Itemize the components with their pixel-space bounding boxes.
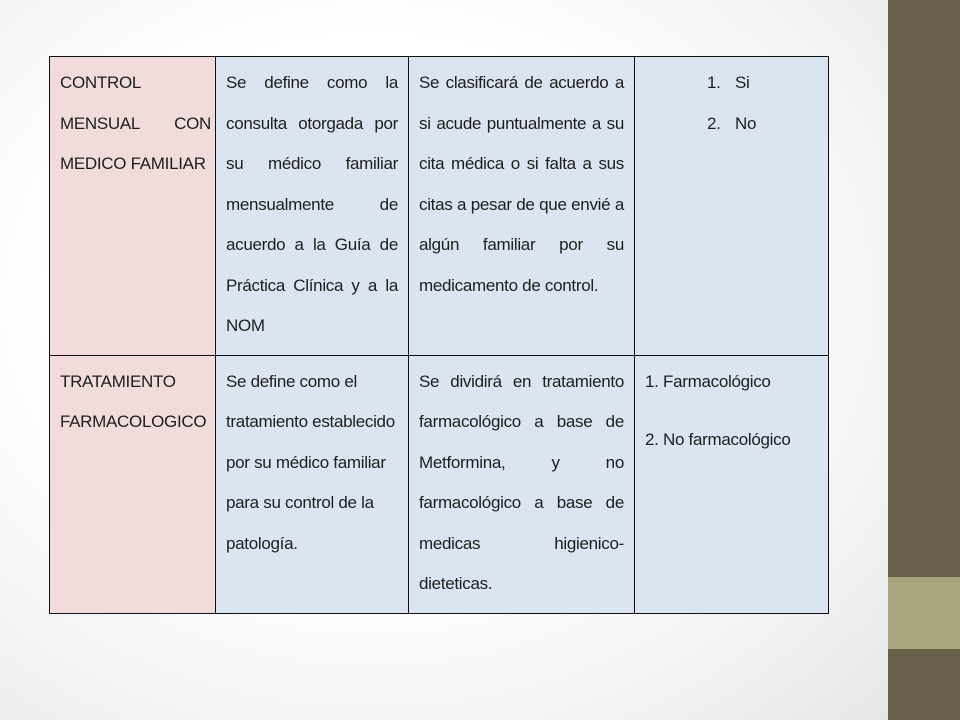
side-decoration-accent [888, 577, 960, 649]
list-item [707, 104, 818, 145]
measurement-scale-cell [635, 355, 829, 613]
scale-option: 1. Farmacológico [645, 371, 771, 391]
list-item-number: 1. [707, 73, 721, 92]
list-item-label: Si [735, 73, 750, 92]
measurement-scale-cell [635, 57, 829, 356]
table-row [50, 355, 829, 613]
conceptual-definition-cell: Se define como el tratamiento establecido por su médico familiar para su control de la patología. [216, 355, 409, 613]
operational-definition-cell: Se dividirá en tratamiento farmacológico a base de Metformina, y no farmacológico a base de medicas higienico-dieteticas. [409, 355, 635, 613]
list-item-label: No [735, 113, 757, 133]
scale-option: 2. No farmacológico [645, 430, 791, 449]
table-row [50, 57, 829, 356]
scale-list [645, 63, 818, 144]
operational-definition-cell: Se clasificará de acuerdo a si acude puntualmente a su cita médica o si falta a sus citas a pesar de que envié a algún familiar por su medicamento de control. [409, 57, 635, 356]
variable-name-cell: TRATAMIENTO FARMACOLOGICO [50, 355, 216, 613]
variables-table [49, 56, 829, 614]
list-item [707, 63, 818, 104]
variable-name-cell: CONTROL MENSUAL CON MEDICO FAMILIAR [50, 57, 216, 356]
list-item-number: 2. [707, 113, 721, 133]
conceptual-definition-cell: Se define como la consulta otorgada por su médico familiar mensualmente de acuerdo a la Guía de Práctica Clínica y a la NOM [216, 57, 409, 356]
